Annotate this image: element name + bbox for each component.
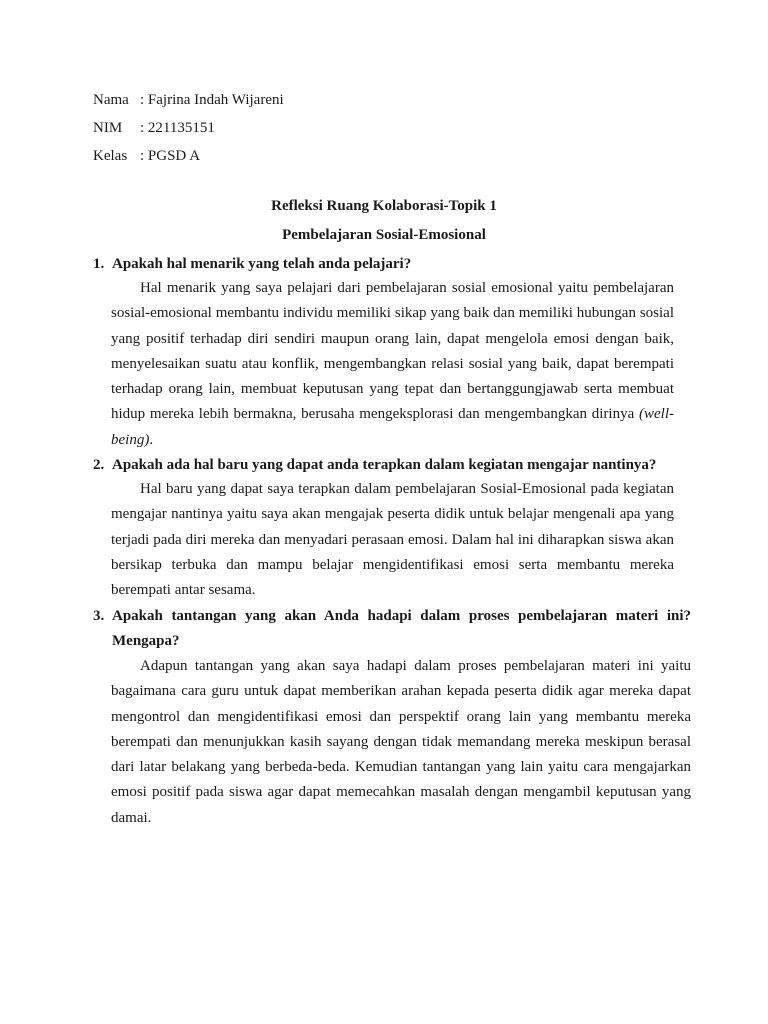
class-row bbox=[93, 142, 284, 170]
answer-text: Hal menarik yang saya pelajari dari pembelajaran sosial emosional yaitu pembelajaran sosial-emosional membantu individu memiliki sikap yang baik dan memiliki hubungan sosial yang positif terhadap diri sendiri maupun orang lain, dapat mengelola emosi dengan baik, menyelesaikan suatu atau konflik, mengembangkan relasi sosial yang baik, dapat berempati terhadap orang lain, membuat keputusan yang tepat dan bertanggungjawab serta membuat hidup mereka lebih bermakna, berusaha mengeksplorasi dan mengembangkan dirinya bbox=[111, 280, 674, 423]
nim-label: NIM bbox=[93, 120, 123, 136]
document-subtitle: Pembelajaran Sosial-Emosional bbox=[282, 227, 486, 243]
name-value: : Fajrina Indah Wijareni bbox=[140, 92, 284, 108]
name-row bbox=[93, 86, 284, 114]
document-title: Refleksi Ruang Kolaborasi-Topik 1 bbox=[271, 198, 497, 214]
class-label: Kelas bbox=[93, 148, 128, 164]
question-text: Apakah tantangan yang akan Anda hadapi dalam proses pembelajaran materi ini? Mengapa? bbox=[112, 608, 691, 649]
question-2 bbox=[93, 453, 691, 478]
answer-end: . bbox=[149, 431, 154, 448]
answer-2: Hal baru yang dapat saya terapkan dalam pembelajaran Sosial-Emosional pada kegiatan mengajar nantinya yaitu saya akan mengajak peserta didik untuk belajar mengenali apa yang terjadi pada diri mereka dan menyadari perasaan emosi. Dalam hal ini diharapkan siswa akan bersikap terbuka dan mampu belajar mengidentifikasi emosi serta membantu mereka berempati antar sesama. bbox=[111, 481, 674, 599]
question-1 bbox=[93, 252, 691, 277]
question-text: Apakah hal menarik yang telah anda pelajari? bbox=[112, 256, 412, 272]
nim-row bbox=[93, 114, 284, 142]
question-number: 3. bbox=[93, 608, 105, 624]
question-text: Apakah ada hal baru yang dapat anda terapkan dalam kegiatan mengajar nantinya? bbox=[112, 457, 657, 473]
answer-3: Adapun tantangan yang akan saya hadapi dalam proses pembelajaran materi ini yaitu bagaimana cara guru untuk dapat memberikan arahan kepada peserta didik agar mereka dapat mengontrol dan mengidentifikasi emosi dan perspektif orang lain yang membantu mereka berempati dan menunjukkan kasih sayang dengan tidak memandang mereka meskipun berasal dari latar belakang yang berbeda-beda. Kemudian tantangan yang lain yaitu cara mengajarkan emosi positif pada siswa agar dapat memecahkan masalah dengan mengambil keputusan yang damai. bbox=[111, 658, 691, 826]
question-number: 1. bbox=[93, 256, 105, 272]
student-info bbox=[93, 86, 284, 170]
answer-italic-term: (well-being) bbox=[111, 406, 674, 448]
answer-1 bbox=[111, 276, 674, 453]
class-value: : PGSD A bbox=[140, 148, 201, 164]
question-number: 2. bbox=[93, 457, 105, 473]
nim-value: : 221135151 bbox=[140, 120, 215, 136]
name-label: Nama bbox=[93, 92, 129, 108]
question-3 bbox=[93, 604, 691, 654]
